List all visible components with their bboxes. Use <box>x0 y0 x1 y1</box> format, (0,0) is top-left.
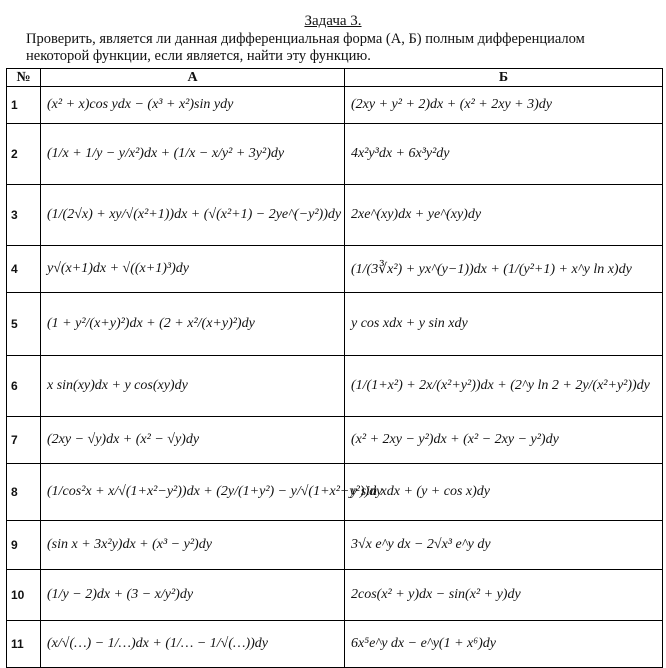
form-b: (1/(3∛x²) + yx^(y−1))dx + (1/(y²+1) + x^y ln x)dy <box>345 246 663 293</box>
form-b: (2xy + y² + 2)dx + (x² + 2xy + 3)dy <box>345 87 663 124</box>
form-a: (sin x + 3x²y)dx + (x³ − y²)dy <box>41 521 345 570</box>
row-number: 7 <box>7 417 41 464</box>
form-b: (1/(1+x²) + 2x/(x²+y²))dx + (2^y ln 2 + 2y/(x²+y²))dy <box>345 356 663 417</box>
table-row <box>7 356 663 417</box>
form-b: 6x⁵e^y dx − e^y(1 + x⁶)dy <box>345 621 663 668</box>
task-title: Задача 3. <box>304 13 362 29</box>
form-a: (1/(2√x) + xy/√(x²+1))dx + (√(x²+1) − 2ye^(−y²))dy <box>41 185 345 246</box>
column-header-number: № <box>7 69 41 87</box>
table-row <box>7 621 663 668</box>
table-row <box>7 246 663 293</box>
table-row <box>7 87 663 124</box>
table-row <box>7 570 663 621</box>
form-a: (x/√(…) − 1/…)dx + (1/… − 1/√(…))dy <box>41 621 345 668</box>
row-number: 2 <box>7 124 41 185</box>
form-a: (1/x + 1/y − y/x²)dx + (1/x − x/y² + 3y²)dy <box>41 124 345 185</box>
table-row <box>7 521 663 570</box>
form-a: (1/cos²x + x/√(1+x²−y²))dx + (2y/(1+y²) − y/√(1+x²−y²))dy <box>41 464 345 521</box>
form-b: y sin xdx + (y + cos x)dy <box>345 464 663 521</box>
column-header-a: А <box>41 69 345 87</box>
form-b: 2xe^(xy)dx + ye^(xy)dy <box>345 185 663 246</box>
row-number: 10 <box>7 570 41 621</box>
row-number: 6 <box>7 356 41 417</box>
form-b: 2cos(x² + y)dx − sin(x² + y)dy <box>345 570 663 621</box>
row-number: 5 <box>7 293 41 356</box>
table-row <box>7 464 663 521</box>
row-number: 1 <box>7 87 41 124</box>
form-b: (x² + 2xy − y²)dx + (x² − 2xy − y²)dy <box>345 417 663 464</box>
column-header-b: Б <box>345 69 663 87</box>
table-header-row <box>7 69 663 87</box>
row-number: 8 <box>7 464 41 521</box>
form-a: (1 + y²/(x+y)²)dx + (2 + x²/(x+y)²)dy <box>41 293 345 356</box>
form-a: (1/y − 2)dx + (3 − x/y²)dy <box>41 570 345 621</box>
row-number: 3 <box>7 185 41 246</box>
table-row <box>7 124 663 185</box>
row-number: 9 <box>7 521 41 570</box>
form-b: 3√x e^y dx − 2√x³ e^y dy <box>345 521 663 570</box>
form-a: (x² + x)cos ydx − (x³ + x²)sin ydy <box>41 87 345 124</box>
form-b: y cos xdx + y sin xdy <box>345 293 663 356</box>
form-a: (2xy − √y)dx + (x² − √y)dy <box>41 417 345 464</box>
table-row <box>7 185 663 246</box>
form-a: y√(x+1)dx + √((x+1)³)dy <box>41 246 345 293</box>
row-number: 4 <box>7 246 41 293</box>
tasks-table <box>6 68 663 668</box>
task-text: Проверить, является ли данная дифференциальная форма (А, Б) полным дифференциалом некоторой функции, если является, найти эту функцию. <box>26 31 585 64</box>
table-row <box>7 417 663 464</box>
form-b: 4x²y³dx + 6x³y²dy <box>345 124 663 185</box>
table-row <box>7 293 663 356</box>
row-number: 11 <box>7 621 41 668</box>
form-a: x sin(xy)dx + y cos(xy)dy <box>41 356 345 417</box>
